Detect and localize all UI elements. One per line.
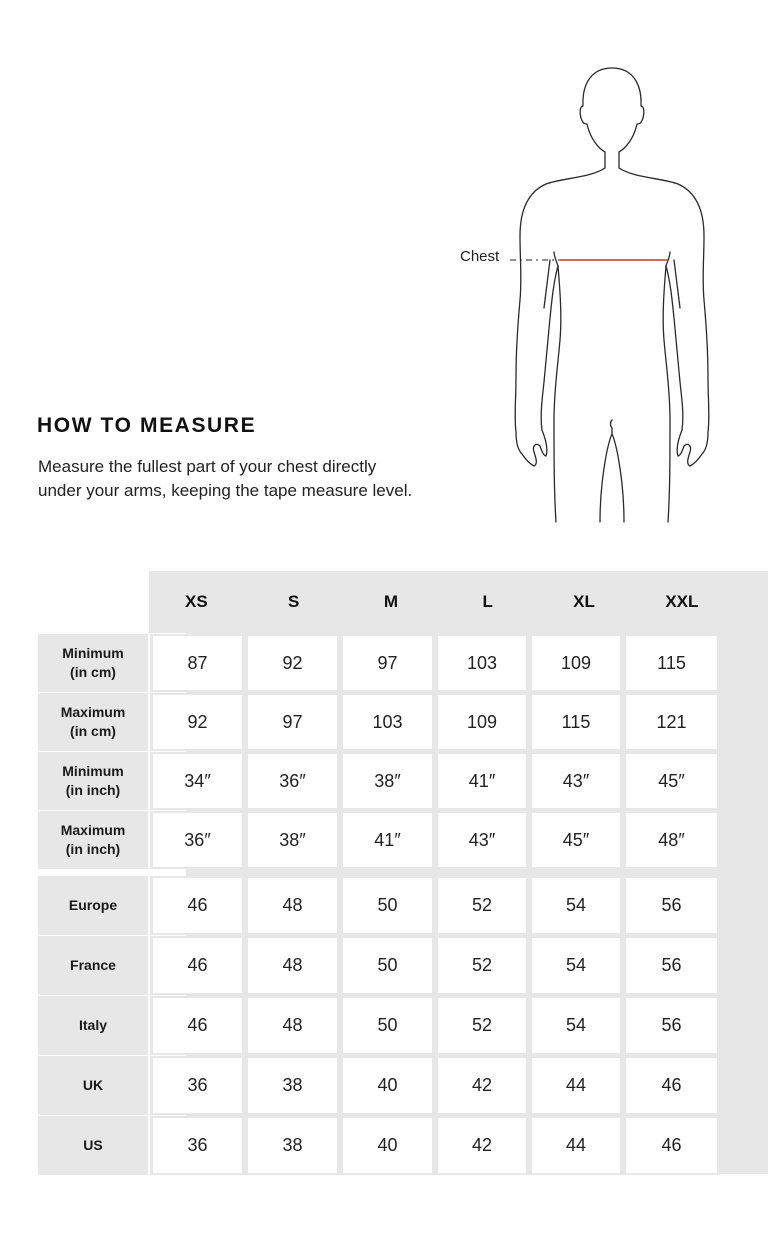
size-value-l: 109 [435, 693, 529, 751]
page-title: HOW TO MEASURE [37, 414, 257, 437]
row-label-line1: Minimum [62, 645, 124, 661]
row-label-line1: Maximum [60, 822, 126, 838]
size-value-xs: 46 [150, 876, 245, 935]
size-value-xxl: 56 [623, 996, 720, 1055]
size-value-s: 48 [245, 876, 340, 935]
size-value-xs: 46 [150, 936, 245, 995]
size-value-m: 50 [340, 876, 435, 935]
size-header-l: L [441, 571, 534, 633]
size-header-s: S [246, 571, 340, 633]
size-value-xl: 54 [529, 996, 623, 1055]
size-value-l: 41″ [435, 752, 529, 810]
row-label-line1: France [70, 957, 116, 973]
size-value-m: 50 [340, 936, 435, 995]
size-value-xl: 44 [529, 1056, 623, 1115]
size-value-s: 48 [245, 936, 340, 995]
row-label [38, 996, 148, 1055]
table-row [38, 876, 730, 935]
size-value-xl: 44 [529, 1116, 623, 1175]
row-label-text [83, 1136, 102, 1155]
table-header-row [38, 571, 730, 633]
size-value-s: 97 [245, 693, 340, 751]
size-value-xs: 46 [150, 996, 245, 1055]
row-label [38, 1116, 148, 1175]
row-label-line2: (in inch) [65, 841, 121, 857]
size-value-xs: 36 [150, 1056, 245, 1115]
size-value-xs: 34″ [150, 752, 245, 810]
row-label-line1: Minimum [62, 763, 124, 779]
size-value-m: 40 [340, 1116, 435, 1175]
size-value-xxl: 48″ [623, 811, 720, 869]
size-header-xs: XS [149, 571, 243, 633]
size-header-xxl: XXL [634, 571, 730, 633]
size-value-xxl: 56 [623, 876, 720, 935]
size-value-l: 43″ [435, 811, 529, 869]
size-value-m: 103 [340, 693, 435, 751]
size-value-xxl: 46 [623, 1116, 720, 1175]
row-label-text [83, 1076, 103, 1095]
size-value-xxl: 115 [623, 634, 720, 692]
row-label-text [70, 956, 116, 975]
size-value-xs: 92 [150, 693, 245, 751]
header-corner-cell [38, 571, 147, 633]
table-row [38, 996, 730, 1055]
table-row [38, 634, 730, 692]
size-value-l: 42 [435, 1056, 529, 1115]
row-label-line2: (in cm) [70, 664, 116, 680]
size-value-l: 52 [435, 876, 529, 935]
table-row [38, 811, 730, 869]
measure-instructions: Measure the fullest part of your chest directly under your arms, keeping the tape measure level. [38, 457, 413, 500]
size-chart-table [38, 571, 730, 1176]
size-value-xs: 36″ [150, 811, 245, 869]
table-row [38, 1116, 730, 1175]
table-row [38, 693, 730, 751]
row-label-text [61, 703, 126, 741]
size-value-xl: 115 [529, 693, 623, 751]
row-label [38, 1056, 148, 1115]
chest-label: Chest [460, 248, 500, 265]
size-value-s: 38 [245, 1116, 340, 1175]
row-label [38, 634, 148, 692]
row-label [38, 876, 148, 935]
size-value-xl: 54 [529, 936, 623, 995]
size-value-xxl: 121 [623, 693, 720, 751]
row-label-line2: (in cm) [70, 723, 116, 739]
size-value-xs: 36 [150, 1116, 245, 1175]
row-label-line1: Europe [68, 897, 118, 913]
size-value-l: 52 [435, 996, 529, 1055]
row-label [38, 811, 148, 869]
row-label-line1: Maximum [60, 704, 126, 720]
table-body [38, 634, 730, 1175]
size-value-s: 38″ [245, 811, 340, 869]
size-value-s: 36″ [245, 752, 340, 810]
row-label-text [69, 896, 117, 915]
size-value-xl: 54 [529, 876, 623, 935]
size-value-l: 52 [435, 936, 529, 995]
size-value-xs: 87 [150, 634, 245, 692]
body-outline-figure [450, 60, 750, 530]
size-value-s: 38 [245, 1056, 340, 1115]
size-value-m: 50 [340, 996, 435, 1055]
size-value-xl: 45″ [529, 811, 623, 869]
size-value-l: 103 [435, 634, 529, 692]
size-value-xl: 109 [529, 634, 623, 692]
row-label-text [61, 821, 126, 859]
row-label-line2: (in inch) [65, 782, 121, 798]
table-row [38, 1056, 730, 1115]
size-header-xl: XL [537, 571, 630, 633]
size-header-m: M [344, 571, 438, 633]
size-value-xxl: 46 [623, 1056, 720, 1115]
size-value-s: 48 [245, 996, 340, 1055]
size-value-m: 97 [340, 634, 435, 692]
row-label [38, 752, 148, 810]
row-label [38, 936, 148, 995]
table-row [38, 936, 730, 995]
size-value-s: 92 [245, 634, 340, 692]
size-value-xxl: 45″ [623, 752, 720, 810]
row-label-line1: UK [82, 1077, 104, 1093]
size-value-xxl: 56 [623, 936, 720, 995]
size-value-l: 42 [435, 1116, 529, 1175]
size-value-m: 38″ [340, 752, 435, 810]
row-label [38, 693, 148, 751]
row-label-text [62, 644, 123, 682]
body-outline-illustration [450, 60, 750, 530]
size-value-m: 41″ [340, 811, 435, 869]
row-label-text [62, 762, 123, 800]
table-row [38, 752, 730, 810]
row-label-line1: Italy [78, 1017, 107, 1033]
row-label-line1: US [83, 1137, 103, 1153]
row-label-text [79, 1016, 107, 1035]
size-value-xl: 43″ [529, 752, 623, 810]
size-value-m: 40 [340, 1056, 435, 1115]
